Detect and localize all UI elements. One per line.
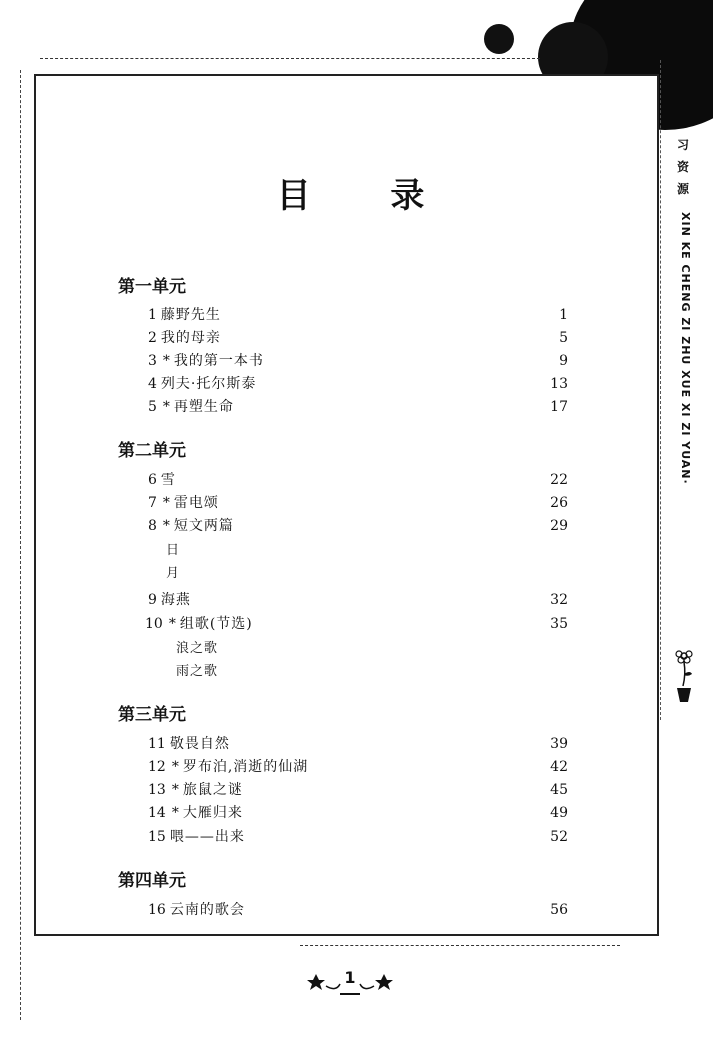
entry-number: 10 (145, 616, 163, 632)
toc-entry[interactable] (148, 589, 191, 611)
toc-entry[interactable] (148, 373, 256, 395)
toc-subentry[interactable]: 雨之歌 (176, 664, 219, 679)
entry-number: 8 (148, 518, 157, 534)
entry-star: * (171, 782, 179, 798)
entry-number: 13 (148, 782, 166, 798)
entry-page: 52 (550, 829, 568, 845)
entry-star: * (162, 518, 170, 534)
entry-number: 3 (148, 353, 157, 369)
entry-title: 组歌(节选) (179, 616, 253, 632)
toc-entry[interactable] (148, 802, 243, 824)
entry-title: 喂——出来 (169, 829, 245, 845)
entry-title: 敬畏自然 (169, 736, 230, 752)
entry-title: 列夫·托尔斯泰 (160, 376, 257, 392)
entry-number: 1 (148, 307, 157, 323)
toc-entry[interactable] (148, 469, 176, 491)
toc-entry[interactable] (148, 756, 308, 778)
entry-page: 1 (559, 307, 568, 323)
entry-title: 大雁归来 (182, 805, 243, 821)
entry-number: 2 (148, 330, 157, 346)
toc-entry[interactable] (148, 779, 243, 801)
entry-number: 16 (148, 902, 166, 918)
entry-page: 5 (559, 330, 568, 346)
unit-heading: 第一单元 (118, 277, 186, 297)
dashed-border-bottom (300, 945, 620, 946)
toc-entry[interactable] (148, 826, 245, 848)
entry-page: 42 (550, 759, 568, 775)
entry-star: * (171, 805, 179, 821)
unit-heading: 第二单元 (118, 441, 186, 461)
toc-entry[interactable] (148, 515, 234, 537)
page-number: 1 (344, 968, 356, 987)
entry-page: 56 (550, 902, 568, 918)
entry-page: 13 (550, 376, 568, 392)
toc-entry[interactable] (148, 492, 219, 514)
toc-entry[interactable] (148, 304, 221, 326)
entry-page: 39 (550, 736, 568, 752)
side-label-char: 习 (676, 138, 689, 152)
toc-entry[interactable] (148, 350, 264, 372)
entry-page: 22 (550, 472, 568, 488)
entry-number: 11 (148, 736, 166, 752)
entry-page: 35 (550, 616, 568, 632)
toc-subentry[interactable]: 浪之歌 (176, 641, 219, 656)
toc-entry[interactable] (145, 613, 253, 635)
entry-title: 我的母亲 (160, 330, 221, 346)
side-label-pinyin: XIN KE CHENG ZI ZHU XUE XI ZI YUAN· (679, 212, 692, 485)
entry-number: 15 (148, 829, 166, 845)
entry-number: 4 (148, 376, 157, 392)
toc-subentry[interactable]: 月 (166, 566, 181, 581)
entry-number: 12 (148, 759, 166, 775)
toc-entry[interactable] (148, 733, 230, 755)
entry-title: 云南的歌会 (169, 902, 245, 918)
entry-page: 17 (550, 399, 568, 415)
entry-page: 9 (559, 353, 568, 369)
toc-entry[interactable] (148, 899, 245, 921)
entry-number: 7 (148, 495, 157, 511)
toc-subentry[interactable]: 日 (166, 543, 181, 558)
flower-pot-icon (672, 648, 696, 708)
dashed-border-right (660, 60, 661, 720)
entry-page: 49 (550, 805, 568, 821)
entry-title: 雪 (160, 472, 176, 488)
entry-star: * (162, 353, 170, 369)
entry-star: * (162, 495, 170, 511)
dashed-border-top (40, 58, 540, 59)
entry-page: 26 (550, 495, 568, 511)
entry-title: 罗布泊,消逝的仙湖 (182, 759, 309, 775)
entry-title: 海燕 (160, 592, 191, 608)
page-title: 目 录 (276, 176, 459, 216)
entry-page: 29 (550, 518, 568, 534)
entry-title: 雷电颂 (173, 495, 219, 511)
entry-number: 5 (148, 399, 157, 415)
entry-star: * (168, 616, 176, 632)
toc-entry[interactable] (148, 396, 234, 418)
decorative-dot-small (484, 24, 514, 54)
entry-title: 再塑生命 (173, 399, 234, 415)
entry-title: 我的第一本书 (173, 353, 264, 369)
entry-title: 藤野先生 (160, 307, 221, 323)
unit-heading: 第三单元 (118, 705, 186, 725)
unit-heading: 第四单元 (118, 871, 186, 891)
entry-star: * (162, 399, 170, 415)
entry-title: 旅鼠之谜 (182, 782, 243, 798)
entry-star: * (171, 759, 179, 775)
entry-number: 6 (148, 472, 157, 488)
side-label-char: 源 (676, 182, 689, 196)
entry-page: 32 (550, 592, 568, 608)
toc-entry[interactable] (148, 327, 221, 349)
entry-page: 45 (550, 782, 568, 798)
entry-title: 短文两篇 (173, 518, 234, 534)
entry-number: 9 (148, 592, 157, 608)
entry-number: 14 (148, 805, 166, 821)
side-label-char: 资 (676, 160, 689, 174)
